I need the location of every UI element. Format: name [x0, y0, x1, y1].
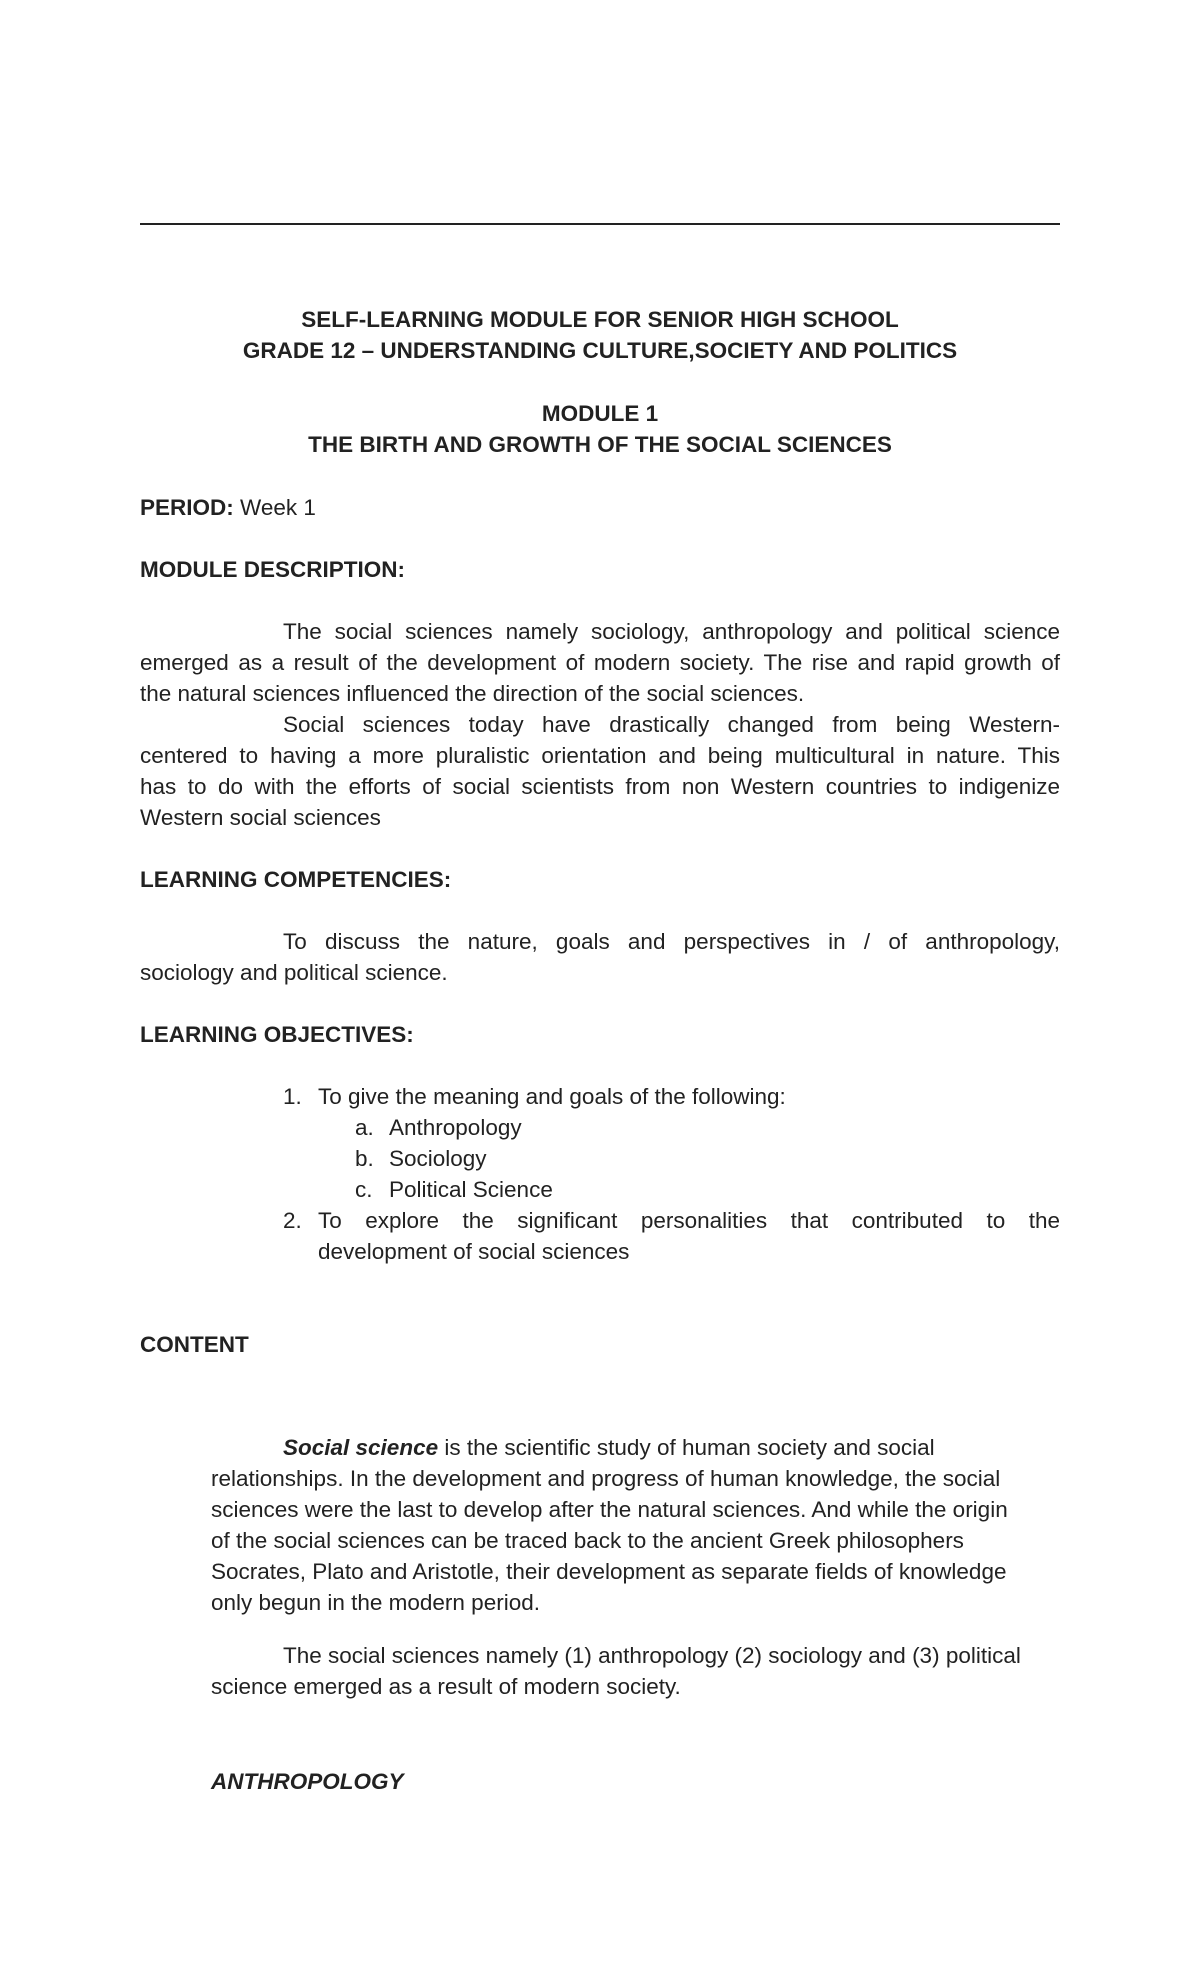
title-line-1: SELF-LEARNING MODULE FOR SENIOR HIGH SCHOOL	[301, 307, 899, 332]
learning-competencies-heading: LEARNING COMPETENCIES:	[140, 867, 452, 892]
content-line: The social sciences namely (1) anthropology (2) sociology and (3) political	[283, 1643, 1021, 1668]
description-line: the natural sciences influenced the direction of the social sciences.	[140, 681, 805, 706]
learning-objectives-heading: LEARNING OBJECTIVES:	[140, 1022, 414, 1047]
objective-text: To explore the significant personalities that contributed to the	[318, 1208, 1060, 1233]
description-line: centered to having a more pluralistic orientation and being multicultural in nature. This	[140, 743, 1060, 768]
content-line: of the social sciences can be traced back to the ancient Greek philosophers	[211, 1528, 964, 1553]
description-line: Social sciences today have drastically changed from being Western-	[283, 712, 1060, 737]
sub-item-text: Anthropology	[389, 1115, 522, 1140]
competency-line: To discuss the nature, goals and perspectives in / of anthropology,	[283, 929, 1060, 954]
description-line: Western social sciences	[140, 805, 381, 830]
description-line: emerged as a result of the development of modern society. The rise and rapid growth of	[140, 650, 1060, 675]
sub-item-letter: b.	[355, 1146, 374, 1171]
sub-item-text: Political Science	[389, 1177, 553, 1202]
social-science-term: Social science	[283, 1435, 439, 1460]
period	[140, 497, 316, 520]
content-line: Socrates, Plato and Aristotle, their development as separate fields of knowledge	[211, 1559, 1007, 1584]
period-label: PERIOD:	[140, 495, 234, 520]
objective-text: development of social sciences	[318, 1239, 630, 1264]
content-line-rest: is the scientific study of human society and social	[438, 1435, 935, 1460]
sub-item-letter: c.	[355, 1177, 373, 1202]
content-heading: CONTENT	[140, 1332, 249, 1357]
content-line: sciences were the last to develop after the natural sciences. And while the origin	[211, 1497, 1008, 1522]
module-number: MODULE 1	[541, 401, 659, 426]
objective-number: 1.	[283, 1084, 302, 1109]
content-line: relationships. In the development and progress of human knowledge, the social	[211, 1466, 1001, 1491]
content-line: science emerged as a result of modern society.	[211, 1674, 681, 1699]
content-line: only begun in the modern period.	[211, 1590, 540, 1615]
module-title: THE BIRTH AND GROWTH OF THE SOCIAL SCIENCES	[308, 432, 892, 457]
description-line: The social sciences namely sociology, anthropology and political science	[283, 619, 1060, 644]
top-horizontal-rule	[140, 223, 1060, 225]
competency-line: sociology and political science.	[140, 960, 448, 985]
sub-item-letter: a.	[355, 1115, 374, 1140]
description-line: has to do with the efforts of social scientists from non Western countries to indigenize	[140, 774, 1060, 799]
objective-text: To give the meaning and goals of the following:	[318, 1084, 786, 1109]
content-paragraph-first-line	[283, 1437, 935, 1460]
objective-number: 2.	[283, 1208, 302, 1233]
title-line-2: GRADE 12 – UNDERSTANDING CULTURE,SOCIETY AND POLITICS	[242, 338, 958, 363]
period-value: Week 1	[233, 495, 316, 520]
anthropology-subheading: ANTHROPOLOGY	[211, 1769, 404, 1794]
sub-item-text: Sociology	[389, 1146, 487, 1171]
module-description-heading: MODULE DESCRIPTION:	[140, 557, 406, 582]
